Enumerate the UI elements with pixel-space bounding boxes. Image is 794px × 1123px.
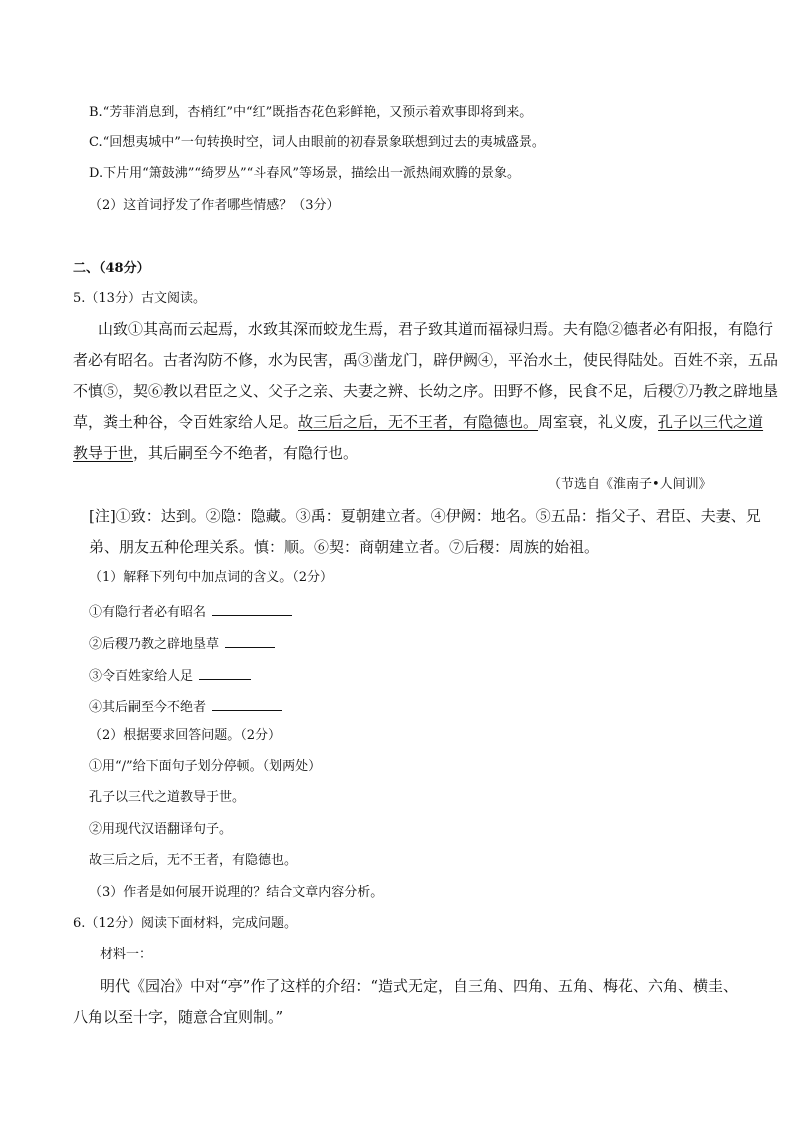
- sub1-item-2: [89, 635, 275, 651]
- q6-title: 6.（12分）阅读下面材料，完成问题。: [73, 916, 297, 931]
- underlined-sentence-2: 孔子以三代之道: [658, 413, 764, 431]
- q5-sub-question-2: （2）根据要求回答问题。（2分）: [89, 728, 282, 743]
- material-1-label: 材料一：: [100, 947, 153, 962]
- sub1-item-3: [89, 667, 251, 683]
- sub2-task-b: ②用现代汉语翻译句子。: [89, 822, 233, 837]
- underlined-sentence-2-cont: 教导于世: [73, 444, 134, 462]
- option-c: C.“回想夷城中”一句转换时空，词人由眼前的初春景象联想到过去的夷城盛景。: [89, 135, 545, 150]
- option-d: D.下片用“箫鼓沸”“绮罗丛”“斗春风”等场景，描绘出一派热闹欢腾的景象。: [89, 166, 520, 181]
- option-b: B.“芳菲消息到，杏梢红”中“红”既指杏花色彩鲜艳，又预示着欢事即将到来。: [89, 105, 533, 120]
- answer-blank[interactable]: [212, 698, 282, 711]
- q5-sub-question-1: （1）解释下列句中加点词的含义。（2分）: [89, 570, 334, 585]
- passage-line-5: [73, 446, 358, 461]
- answer-blank[interactable]: [199, 667, 251, 680]
- section-heading: 二、（48分）: [73, 261, 150, 276]
- passage-text: 周室衰，礼义废，: [538, 413, 659, 431]
- sub2-sentence-a: 孔子以三代之道教导于世。: [89, 790, 246, 805]
- sub2-task-a: ①用“/”给下面句子划分停顿。（划两处）: [89, 759, 322, 774]
- underlined-sentence-1: 故三后之后，无不王者，有隐德也。: [298, 413, 539, 431]
- answer-blank[interactable]: [212, 603, 292, 616]
- passage-text: ，其后嗣至今不绝者，有隐行也。: [133, 444, 359, 462]
- notes-line-1: [注]①致：达到。②隐：隐藏。③禹：夏朝建立者。④伊阙：地名。⑤五品：指父子、君臣、夫妻、兄: [89, 507, 761, 525]
- material-1-line-2: 八角以至十字，随意合宜则制。”: [73, 1008, 284, 1026]
- passage-line-1: 山致①其高而云起焉，水致其深而蛟龙生焉，君子致其道而福禄归焉。夫有隐②德者必有阳报，有隐行: [98, 320, 774, 338]
- passage-source: （节选自《淮南子•人间训》: [548, 477, 712, 492]
- notes-line-2: 弟、朋友五种伦理关系。慎：顺。⑥契：商朝建立者。⑦后稷：周族的始祖。: [89, 538, 600, 556]
- passage-text: 草，粪土种谷，令百姓家给人足。: [73, 413, 299, 431]
- item-text: ④其后嗣至今不绝者: [89, 700, 207, 715]
- sub1-item-4: [89, 698, 282, 714]
- item-text: ③令百姓家给人足: [89, 669, 194, 684]
- sub1-item-1: [89, 603, 292, 619]
- passage-line-4: [73, 415, 763, 430]
- sub2-sentence-b: 故三后之后，无不王者，有隐德也。: [89, 853, 298, 868]
- passage-line-2: 者必有昭名。古者沟防不修，水为民害，禹③凿龙门，辟伊阙④，平治水土，使民得陆处。百姓不亲，五品: [73, 351, 779, 369]
- answer-blank[interactable]: [225, 635, 275, 648]
- passage-line-3: 不慎⑤，契⑥教以君臣之义、父子之亲、夫妻之辨、长幼之序。田野不修，民食不足，后稷⑦乃教之辟地垦: [73, 382, 779, 400]
- q5-sub-question-3: （3）作者是如何展开说理的？结合文章内容分析。: [89, 885, 384, 900]
- item-text: ②后稷乃教之辟地垦草: [89, 637, 220, 652]
- item-text: ①有隐行者必有昭名: [89, 605, 207, 620]
- q5-title: 5.（13分）古文阅读。: [73, 291, 206, 306]
- q4-sub-question-2: （2）这首词抒发了作者哪些情感？（3分）: [89, 198, 340, 213]
- material-1-line-1: 明代《园冶》中对“亭”作了这样的介绍：“造式无定，自三角、四角、五角、梅花、六角、横圭、: [100, 977, 739, 995]
